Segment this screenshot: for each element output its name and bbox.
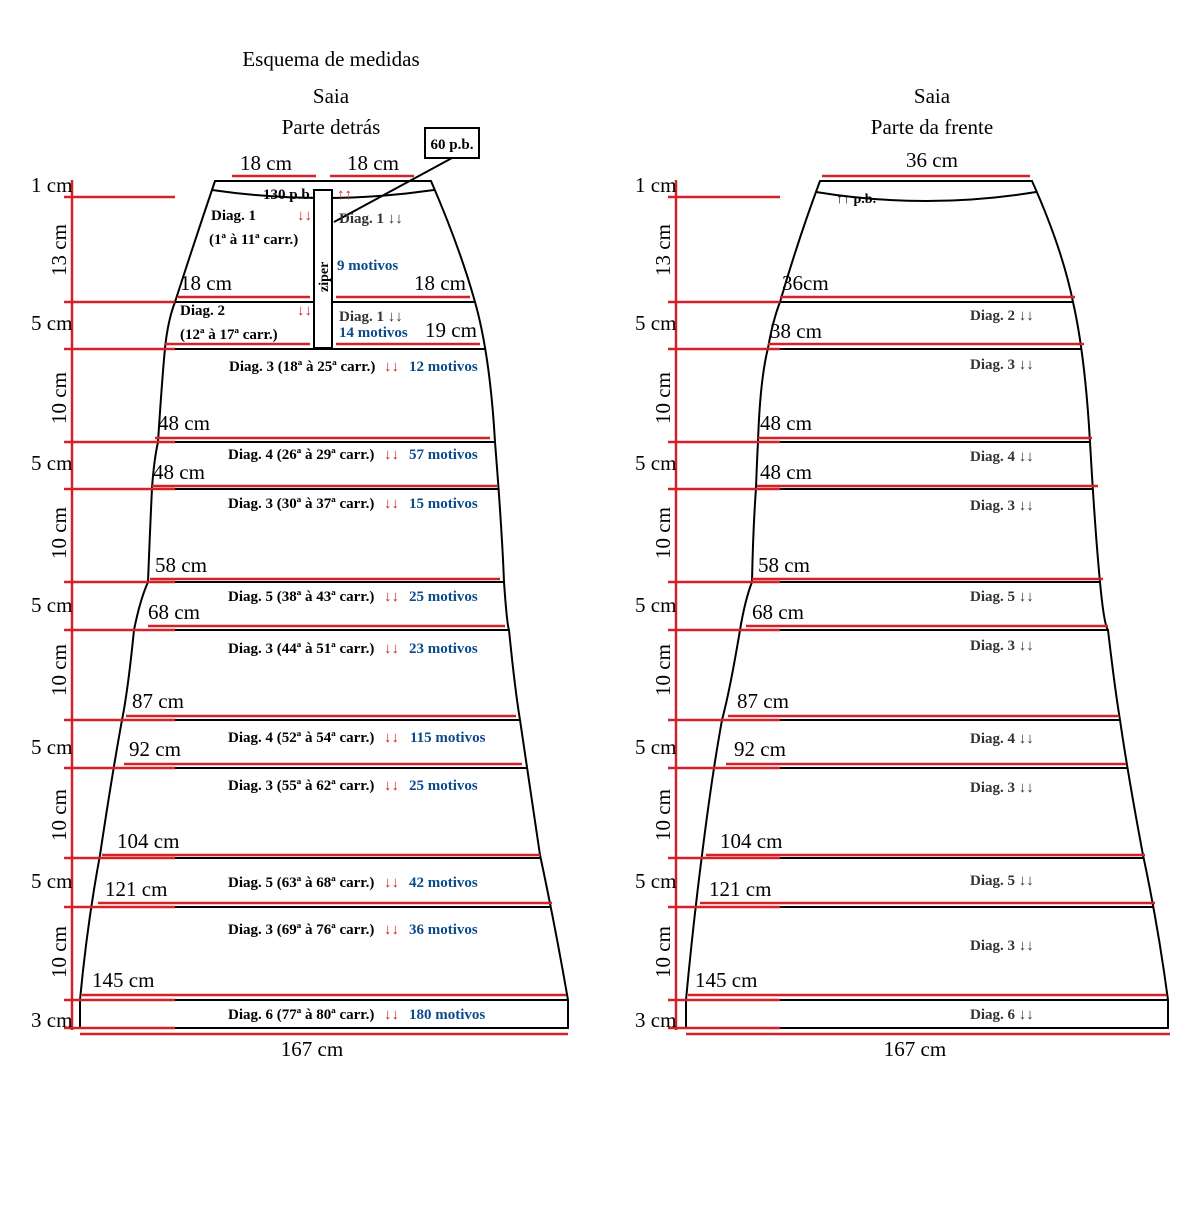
back-width-label: 58 cm [155, 553, 207, 577]
back-row-motivos: 25 motivos [409, 778, 478, 794]
ruler-height-label: 5 cm [635, 735, 677, 759]
front-row-diag: Diag. 3 ↓↓ [970, 638, 1034, 654]
front-width-label: 58 cm [758, 553, 810, 577]
ruler-height-label: 10 cm [651, 644, 675, 696]
ruler-height-label: 5 cm [635, 451, 677, 475]
ruler-height-label: 10 cm [651, 507, 675, 559]
front-row-diag: Diag. 4 ↓↓ [970, 731, 1034, 747]
back-row-arrows: ↓↓ [384, 589, 399, 605]
front-width-label: 145 cm [695, 968, 758, 992]
back-row-diag: Diag. 3 (18ª à 25ª carr.) [229, 359, 376, 375]
ruler-height-label: 1 cm [635, 173, 677, 197]
front-waistband-label: ↑↑ p.b. [836, 192, 877, 207]
front-row-diag: Diag. 5 ↓↓ [970, 589, 1034, 605]
main-title: Esquema de medidas [242, 47, 420, 71]
back-width-label: 104 cm [117, 829, 180, 853]
motivos-14: 14 motivos [339, 325, 408, 341]
waistband-arrows: ↑↑ [337, 187, 352, 203]
front-top-width: 36 cm [906, 148, 958, 172]
front-row-diag: Diag. 3 ↓↓ [970, 938, 1034, 954]
back-row-motivos: 36 motivos [409, 922, 478, 938]
front-width-label: 48 cm [760, 411, 812, 435]
ruler-height-label: 3 cm [31, 1008, 73, 1032]
front-skirt-title: Saia [913, 84, 951, 108]
front-bottom-width: 167 cm [883, 1037, 947, 1061]
front-width-label: 87 cm [737, 689, 789, 713]
back-row-diag: Diag. 4 (52ª à 54ª carr.) [228, 730, 375, 746]
front-row-diag: Diag. 4 ↓↓ [970, 449, 1034, 465]
back-row-motivos: 25 motivos [409, 589, 478, 605]
front-row-diag: Diag. 3 ↓↓ [970, 357, 1034, 373]
back-row-motivos: 15 motivos [409, 496, 478, 512]
back-row-motivos: 23 motivos [409, 641, 478, 657]
motivos-9: 9 motivos [337, 258, 399, 274]
back-row-diag: Diag. 6 (77ª à 80ª carr.) [228, 1007, 375, 1023]
ruler-height-label: 3 cm [635, 1008, 677, 1032]
front-row-diag: Diag. 6 ↓↓ [970, 1007, 1034, 1023]
back-row-motivos: 57 motivos [409, 447, 478, 463]
ruler-height-label: 5 cm [31, 593, 73, 617]
back-width-18-left: 18 cm [180, 271, 232, 295]
front-row-diag: Diag. 3 ↓↓ [970, 780, 1034, 796]
back-width-label: 68 cm [148, 600, 200, 624]
diag2-label: Diag. 2 [180, 303, 225, 319]
ruler-height-label: 5 cm [31, 311, 73, 335]
back-row-motivos: 180 motivos [409, 1007, 486, 1023]
back-width-label: 92 cm [129, 737, 181, 761]
ruler-height-label: 5 cm [31, 451, 73, 475]
back-rows [228, 359, 486, 1023]
back-row-diag: Diag. 4 (26ª à 29ª carr.) [228, 447, 375, 463]
ruler-height-label: 1 cm [31, 173, 73, 197]
front-width-label: 36cm [782, 271, 829, 295]
back-row-diag: Diag. 3 (44ª à 51ª carr.) [228, 641, 375, 657]
back-top-left-width: 18 cm [240, 151, 292, 175]
back-part-title: Parte detrás [281, 115, 381, 139]
front-width-label: 68 cm [752, 600, 804, 624]
back-top-right-width: 18 cm [347, 151, 399, 175]
back-row-arrows: ↓↓ [384, 730, 399, 746]
front-width-label: 104 cm [720, 829, 783, 853]
back-row-diag: Diag. 3 (69ª à 76ª carr.) [228, 922, 375, 938]
diag1-left-label: Diag. 1 [211, 208, 256, 224]
back-row-diag: Diag. 5 (38ª à 43ª carr.) [228, 589, 375, 605]
front-row-diag: Diag. 5 ↓↓ [970, 873, 1034, 889]
back-row-diag: Diag. 5 (63ª à 68ª carr.) [228, 875, 375, 891]
back-row-arrows: ↓↓ [384, 922, 399, 938]
front-width-label: 121 cm [709, 877, 772, 901]
callout-label: 60 p.b. [430, 137, 474, 153]
ruler-height-label: 10 cm [47, 789, 71, 841]
back-row-arrows: ↓↓ [384, 1007, 399, 1023]
diag1-left-arrows: ↓↓ [297, 208, 312, 224]
ruler-height-label: 10 cm [651, 789, 675, 841]
ruler-height-label: 5 cm [635, 593, 677, 617]
front-width-label: 48 cm [760, 460, 812, 484]
front-width-label: 38 cm [770, 319, 822, 343]
back-row-arrows: ↓↓ [384, 447, 399, 463]
front-width-label: 92 cm [734, 737, 786, 761]
back-bottom-width: 167 cm [280, 1037, 344, 1061]
back-row-arrows: ↓↓ [384, 359, 399, 375]
back-row-arrows: ↓↓ [384, 496, 399, 512]
ruler-height-label: 10 cm [47, 507, 71, 559]
back-width-label: 48 cm [153, 460, 205, 484]
front-row-diag: Diag. 3 ↓↓ [970, 498, 1034, 514]
ruler-height-label: 5 cm [635, 869, 677, 893]
ruler-height-label: 13 cm [651, 224, 675, 276]
back-skirt-title: Saia [312, 84, 350, 108]
front-row-diag: Diag. 2 ↓↓ [970, 308, 1034, 324]
back-row-diag: Diag. 3 (30ª à 37ª carr.) [228, 496, 375, 512]
back-row-arrows: ↓↓ [384, 778, 399, 794]
ruler-height-label: 5 cm [31, 735, 73, 759]
back-width-18-right: 18 cm [414, 271, 466, 295]
back-width-19: 19 cm [425, 318, 477, 342]
back-row-motivos: 115 motivos [410, 730, 486, 746]
front-rows [688, 271, 1166, 1023]
ruler-height-label: 10 cm [47, 926, 71, 978]
diag1-right2-label: Diag. 1 ↓↓ [339, 309, 403, 325]
back-row-motivos: 12 motivos [409, 359, 478, 375]
diag1-right-label: Diag. 1 ↓↓ [339, 211, 403, 227]
back-row-arrows: ↓↓ [384, 875, 399, 891]
front-part-title: Parte da frente [870, 115, 994, 139]
diag2-arrows: ↓↓ [297, 303, 312, 319]
back-width-label: 87 cm [132, 689, 184, 713]
ruler-height-label: 10 cm [47, 372, 71, 424]
back-width-label: 121 cm [105, 877, 168, 901]
ruler-height-label: 5 cm [31, 869, 73, 893]
diag2-rows: (12ª à 17ª carr.) [180, 327, 278, 343]
ruler-height-label: 13 cm [47, 224, 71, 276]
back-row-arrows: ↓↓ [384, 641, 399, 657]
zipper-label: ziper [317, 261, 332, 292]
ruler-height-label: 10 cm [651, 372, 675, 424]
back-width-label: 145 cm [92, 968, 155, 992]
ruler-height-label: 10 cm [47, 644, 71, 696]
back-row-motivos: 42 motivos [409, 875, 478, 891]
waistband-label: 130 p.b. [263, 187, 314, 203]
back-row-diag: Diag. 3 (55ª à 62ª carr.) [228, 778, 375, 794]
ruler-height-label: 5 cm [635, 311, 677, 335]
diag1-left-rows: (1ª à 11ª carr.) [209, 232, 299, 248]
ruler-height-label: 10 cm [651, 926, 675, 978]
back-width-label: 48 cm [158, 411, 210, 435]
